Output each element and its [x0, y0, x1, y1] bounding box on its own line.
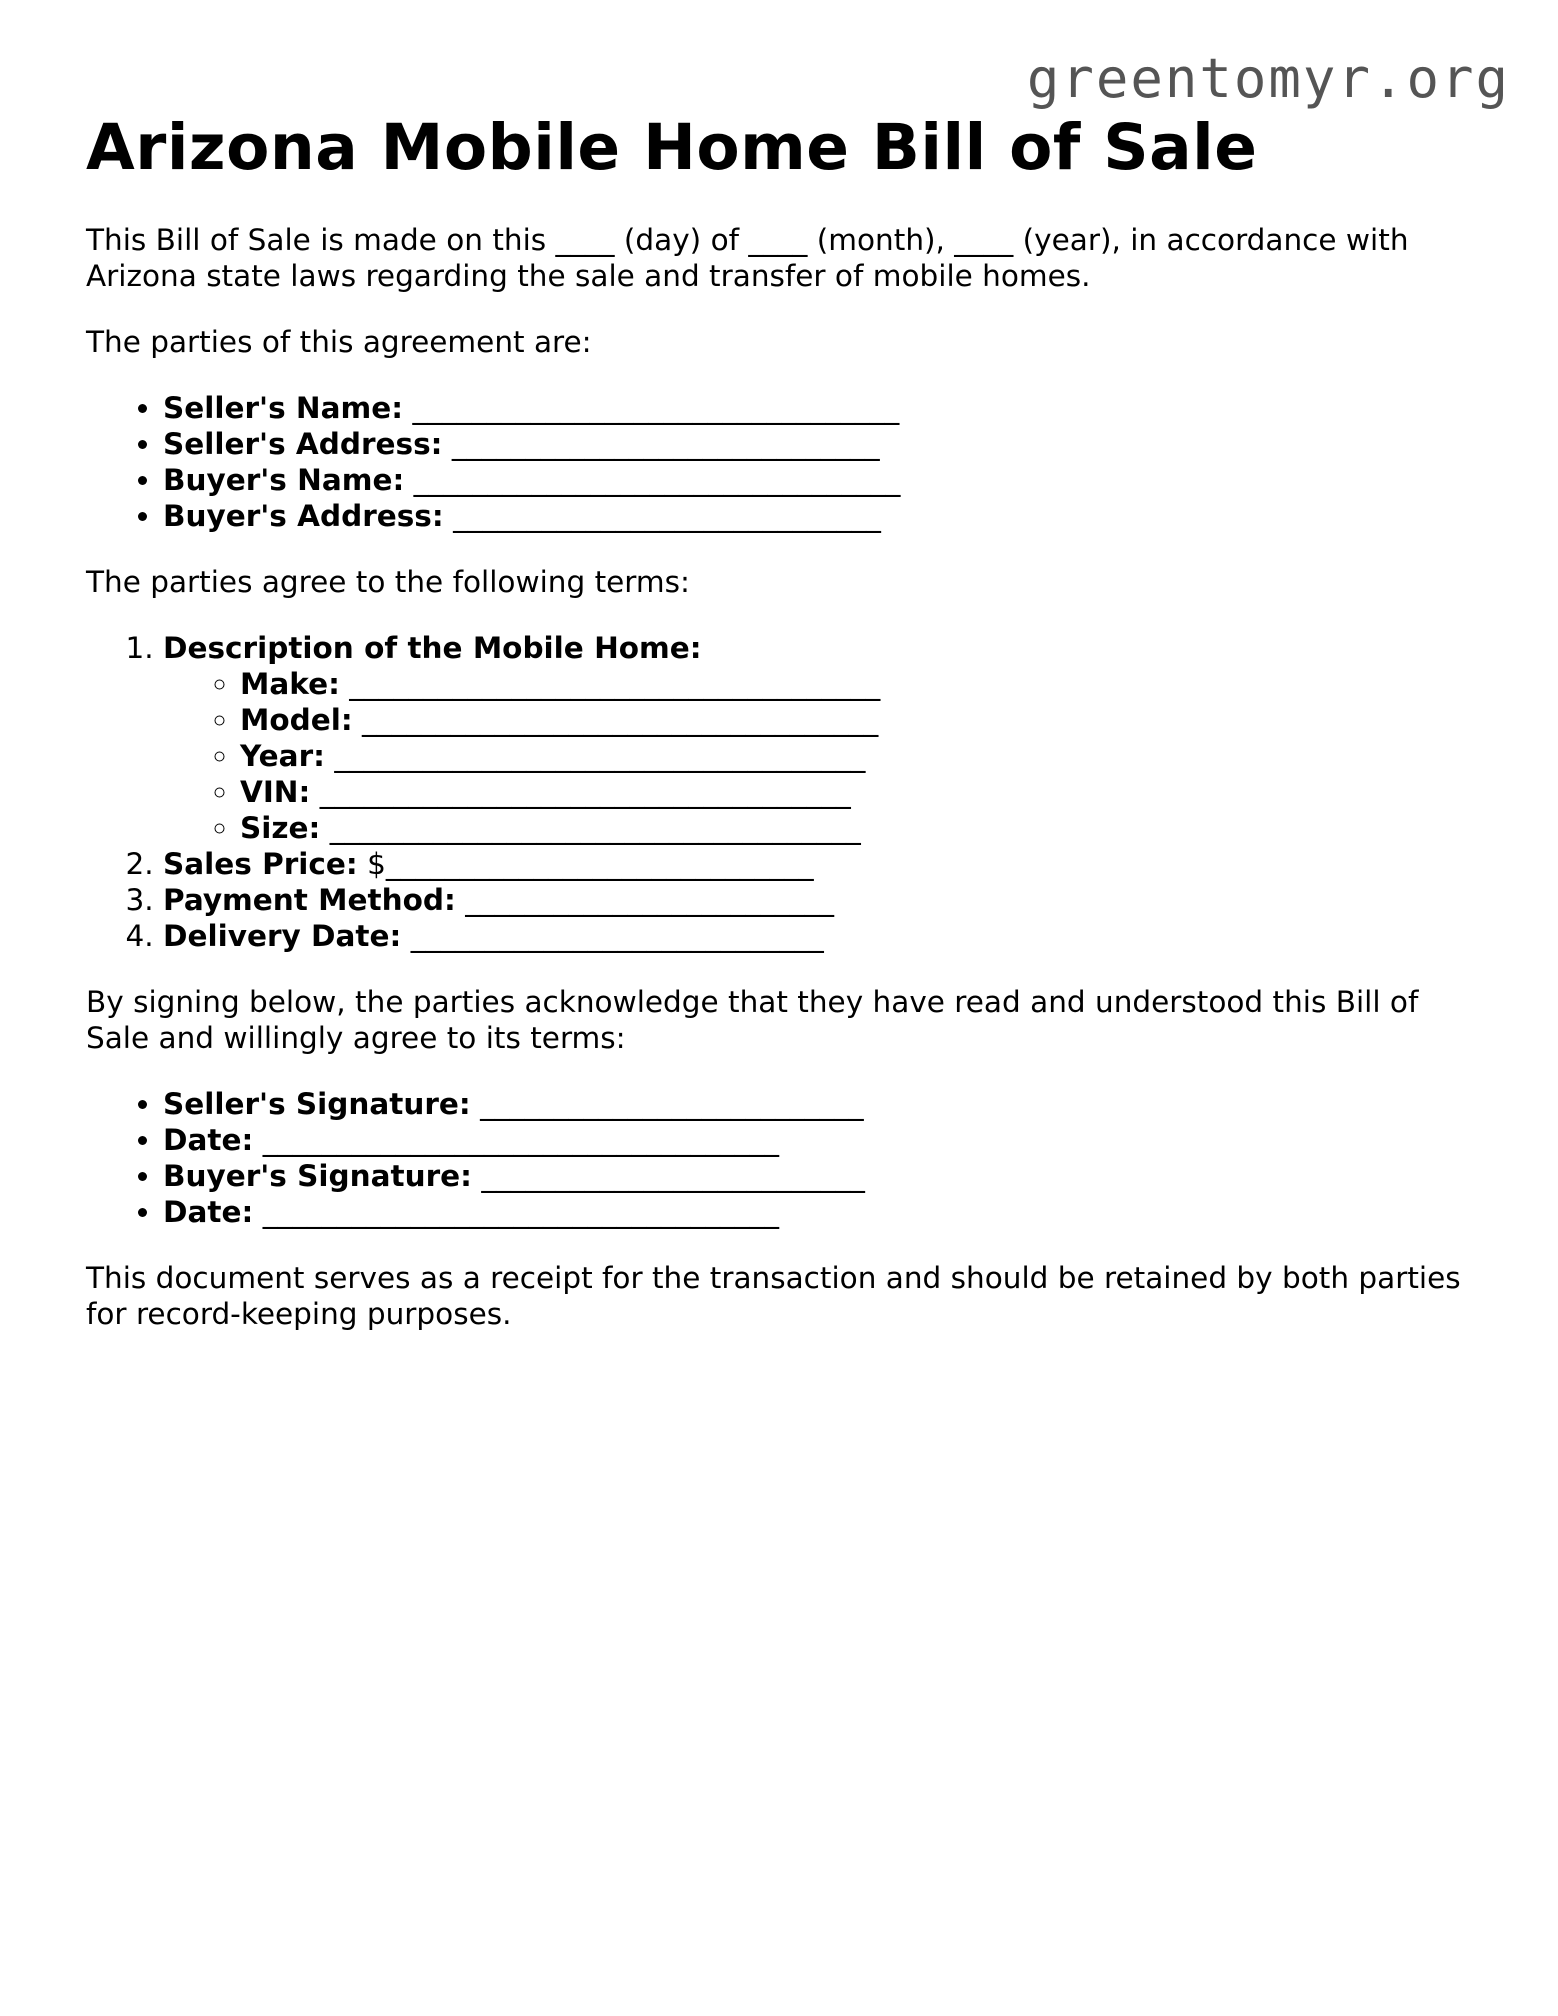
- parties-list: [86, 390, 1476, 534]
- field-label: Payment Method:: [163, 883, 456, 917]
- buyers-name-blank: _________________________________: [413, 463, 901, 497]
- field-label: Year:: [240, 739, 325, 773]
- sellers-name-blank: _________________________________: [412, 391, 900, 425]
- field-label: Date:: [163, 1123, 254, 1157]
- buyer-signature-blank: __________________________: [481, 1159, 865, 1193]
- site-watermark: greentomyr.org: [1026, 47, 1510, 110]
- parties-heading: The parties of this agreement are:: [86, 325, 592, 359]
- field-label: Seller's Signature:: [163, 1087, 471, 1121]
- closing-paragraph: This document serves as a receipt for the transaction and should be retained by both parties for record-keeping purposes.: [86, 1261, 1461, 1331]
- document-title: Arizona Mobile Home Bill of Sale: [86, 111, 1258, 184]
- list-item-buyers-address: [163, 498, 1476, 534]
- buyers-address-blank: _____________________________: [453, 499, 881, 533]
- model-blank: ___________________________________: [362, 703, 879, 737]
- mobile-home-details-list: [163, 666, 1476, 846]
- field-label: Buyer's Address:: [163, 499, 444, 533]
- payment-method-blank: _________________________: [465, 883, 834, 917]
- year-blank: ____________________________________: [334, 739, 866, 773]
- size-blank: ____________________________________: [329, 811, 861, 845]
- signatures-list: [86, 1086, 1476, 1230]
- detail-vin: [240, 774, 1476, 810]
- field-label: Seller's Name:: [163, 391, 404, 425]
- field-label: Model:: [240, 703, 353, 737]
- detail-model: [240, 702, 1476, 738]
- sellers-address-blank: _____________________________: [451, 427, 880, 461]
- detail-make: [240, 666, 1476, 702]
- document-page: [86, 108, 1476, 1332]
- intro-paragraph: This Bill of Sale is made on this ____ (day) of ____ (month), ____ (year), in accordance with Arizona state laws regarding the sale and transfer of mobile homes.: [86, 223, 1409, 293]
- list-item-sellers-name: [163, 390, 1476, 426]
- terms-heading: The parties agree to the following terms:: [86, 565, 690, 599]
- term-payment-method: [163, 882, 1476, 918]
- field-label: VIN:: [240, 775, 311, 809]
- field-label: Date:: [163, 1195, 254, 1229]
- signature-seller-date: [163, 1122, 1476, 1158]
- sales-price-blank: $_____________________________: [367, 847, 814, 881]
- seller-date-blank: ___________________________________: [262, 1123, 779, 1157]
- make-blank: ____________________________________: [349, 667, 881, 701]
- signature-buyer: [163, 1158, 1476, 1194]
- signature-seller: [163, 1086, 1476, 1122]
- field-label: Buyer's Name:: [163, 463, 405, 497]
- terms-list: [86, 630, 1476, 954]
- detail-size: [240, 810, 1476, 846]
- field-label: Sales Price:: [163, 847, 358, 881]
- field-label: Description of the Mobile Home:: [163, 631, 702, 665]
- seller-signature-blank: __________________________: [480, 1087, 864, 1121]
- vin-blank: ____________________________________: [319, 775, 851, 809]
- field-label: Size:: [240, 811, 321, 845]
- signature-buyer-date: [163, 1194, 1476, 1230]
- list-item-sellers-address: [163, 426, 1476, 462]
- term-sales-price: [163, 846, 1476, 882]
- field-label: Make:: [240, 667, 340, 701]
- field-label: Seller's Address:: [163, 427, 443, 461]
- buyer-date-blank: ___________________________________: [262, 1195, 779, 1229]
- list-item-buyers-name: [163, 462, 1476, 498]
- term-delivery-date: [163, 918, 1476, 954]
- delivery-date-blank: ____________________________: [410, 919, 824, 953]
- acknowledgment-paragraph: By signing below, the parties acknowledge that they have read and understood this Bill of Sale and willingly agree to its terms:: [86, 985, 1419, 1055]
- detail-year: [240, 738, 1476, 774]
- field-label: Delivery Date:: [163, 919, 402, 953]
- field-label: Buyer's Signature:: [163, 1159, 472, 1193]
- term-description: [163, 630, 1476, 846]
